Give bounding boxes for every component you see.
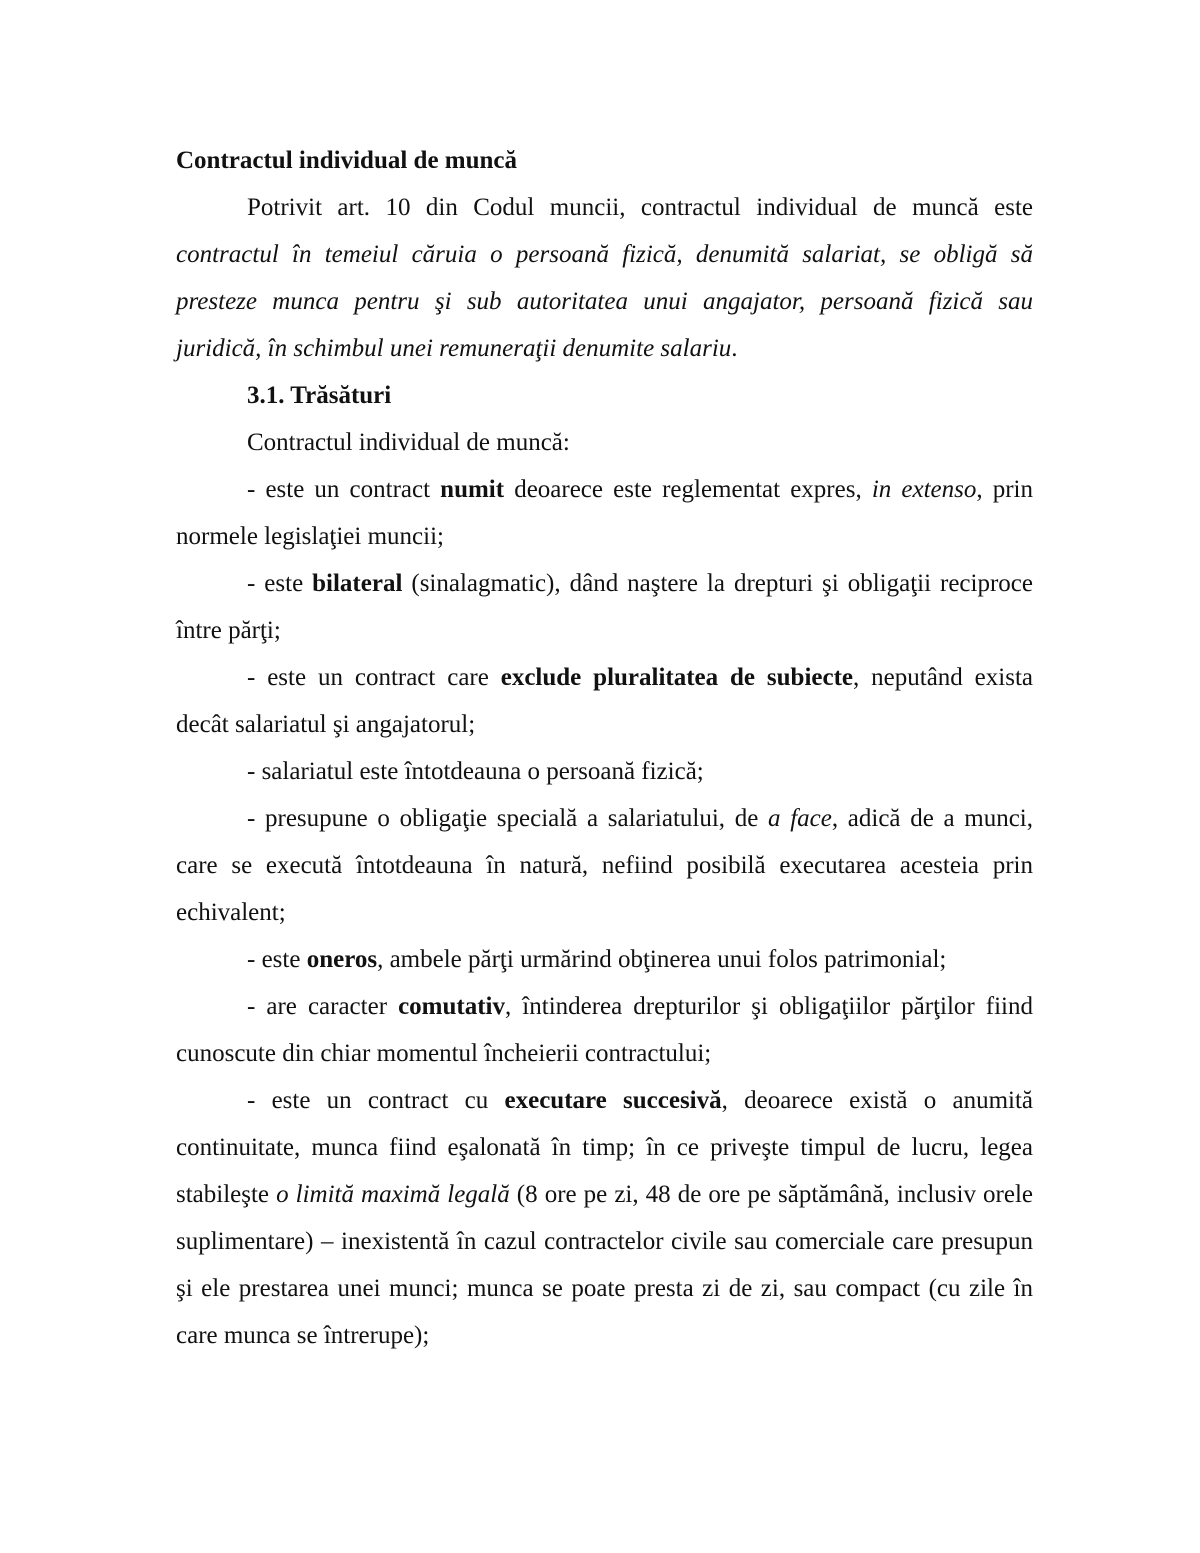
item-text: , neputând exista decât salariatul şi angajatorul;: [176, 664, 1033, 738]
list-item-onerous: [176, 936, 1033, 983]
item-text: , deoarece există o anumită continuitate, munca fiind eşalonată în timp; în ce priveşte timpul de lucru, legea stabileşte: [176, 1087, 1033, 1208]
item-bold-term: numit: [440, 476, 505, 503]
intro-end: .: [731, 335, 738, 362]
section-intro: Contractul individual de muncă:: [247, 429, 570, 456]
item-bold-term: oneros: [306, 946, 378, 973]
item-bold-term: exclude pluralitatea de subiecte: [500, 664, 854, 691]
item-text: (8 ore pe zi, 48 de ore pe săptămână, inclusiv orele suplimentare) – inexistentă în cazul contractelor civile sau comerciale care presupun şi ele prestarea unei munci; munca se poate presta zi de zi, sau compact (cu zile în care munca se întrerupe);: [176, 1181, 1033, 1349]
item-bold-term: comutativ: [398, 993, 505, 1020]
item-text: , ambele părţi urmărind obţinerea unui folos patrimonial;: [377, 946, 947, 973]
list-item-successive: [176, 1077, 1033, 1359]
list-item-named: [176, 466, 1033, 560]
document-body: [176, 137, 1033, 1359]
item-italic-term: o limită maximă legală: [276, 1181, 510, 1208]
item-text: - este: [247, 946, 307, 973]
list-item-plurality: [176, 654, 1033, 748]
item-text: deoarece este reglementat expres,: [504, 476, 872, 503]
list-item-physical-person: - salariatul este întotdeauna o persoană fizică;: [247, 758, 704, 785]
item-text: , adică de a munci, care se execută întotdeauna în natură, nefiind posibilă executarea acesteia prin echivalent;: [176, 805, 1033, 926]
item-text: - este un contract cu: [247, 1087, 505, 1114]
item-text: , întinderea drepturilor şi obligaţiilor părţilor fiind cunoscute din chiar momentul încheierii contractului;: [176, 993, 1033, 1067]
item-bold-term: bilateral: [312, 570, 403, 597]
document-title: Contractul individual de muncă: [176, 147, 518, 174]
section-heading: 3.1. Trăsături: [247, 382, 392, 409]
item-text: - este un contract care: [247, 664, 501, 691]
item-text: , prin normele legislaţiei muncii;: [176, 476, 1033, 550]
item-text: - este un contract: [247, 476, 441, 503]
item-text: - este: [247, 570, 313, 597]
item-italic-term: in extenso: [871, 476, 977, 503]
list-item-obligation: [176, 795, 1033, 936]
item-italic-term: a face: [768, 805, 832, 832]
item-text: - are caracter: [247, 993, 399, 1020]
item-bold-term: executare succesivă: [504, 1087, 722, 1114]
list-item-bilateral: [176, 560, 1033, 654]
list-item-commutative: [176, 983, 1033, 1077]
intro-definition: contractul în temeiul căruia o persoană fizică, denumită salariat, se obligă să presteze munca pentru şi sub autoritatea unui angajator, persoană fizică sau juridică, în schimbul unei remuneraţii denumite salariu: [176, 241, 1033, 362]
item-text: (sinalagmatic), dând naştere la drepturi şi obligaţii reciproce între părţi;: [176, 570, 1033, 644]
intro-paragraph: [176, 184, 1033, 372]
item-text: - presupune o obligaţie specială a salariatului, de: [247, 805, 769, 832]
intro-lead: Potrivit art. 10 din Codul muncii, contractul individual de muncă este: [247, 194, 1033, 221]
